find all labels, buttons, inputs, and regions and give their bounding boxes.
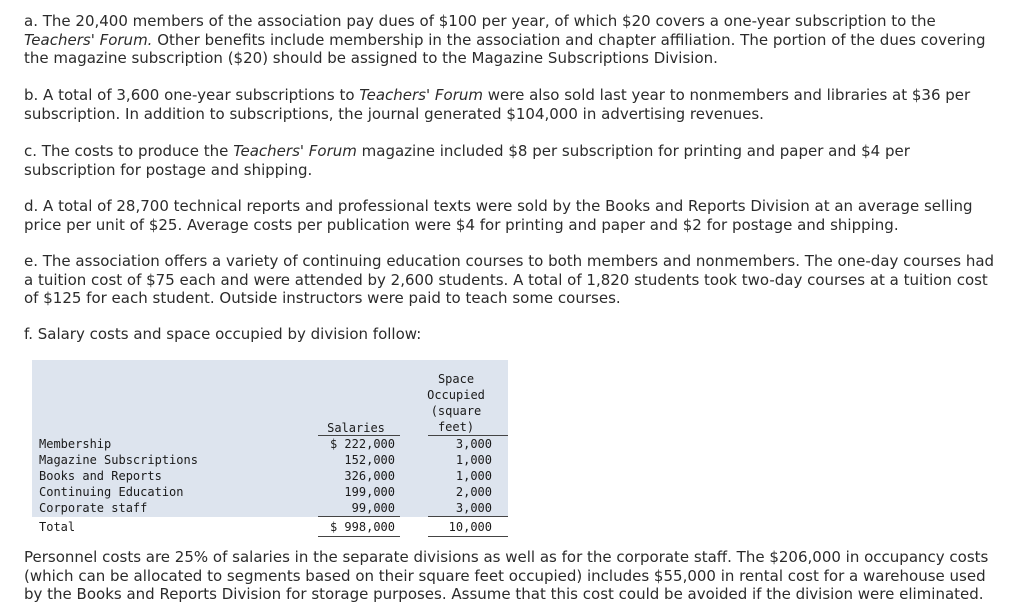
paragraph-a: a. The 20,400 members of the association pay dues of $100 per year, of which $20 covers a one-year subscription to the Teachers' Forum. Other benefits include membership in the association and chapter affiliation. The portion of the dues covering the magazine subscription ($20) should be assigned to the Magazine Subscriptions Division. xyxy=(24,12,986,67)
header-space-line: Occupied xyxy=(427,388,485,402)
header-space-occupied xyxy=(420,371,492,435)
total-salaries: $ 998,000 xyxy=(329,520,395,534)
paragraph-e: e. The association offers a variety of continuing education courses to both members and nonmembers. The one-day courses had a tuition cost of $75 each and were attended by 2,600 students. A total of 1,820 students took two-day courses at a tuition cost of $125 for each student. Outside instructors were paid to teach some courses. xyxy=(24,252,995,307)
row-salaries: 326,000 xyxy=(344,469,395,483)
row-label: Membership xyxy=(39,437,112,451)
paragraph-d: d. A total of 28,700 technical reports and professional texts were sold by the Books and Reports Division at an average selling price per unit of $25. Average costs per publication were $4 for printing and paper and $2 for postage and shipping. xyxy=(24,197,973,234)
row-label: Magazine Subscriptions xyxy=(39,453,198,467)
subtotal-rule-salaries xyxy=(318,516,400,517)
row-salaries: 199,000 xyxy=(344,485,395,499)
table-row xyxy=(32,452,508,468)
row-label: Corporate staff xyxy=(39,501,148,515)
paragraph-b: b. A total of 3,600 one-year subscriptions to Teachers' Forum were also sold last year to nonmembers and libraries at $36 per subscription. In addition to subscriptions, the journal generated $104,000 in advertising revenues. xyxy=(24,86,971,123)
table-row xyxy=(32,468,508,484)
row-salaries: $ 222,000 xyxy=(329,437,395,451)
header-space-line: (square xyxy=(430,404,482,418)
salary-space-table xyxy=(32,360,508,537)
table-row xyxy=(32,500,508,517)
header-space-line: Space xyxy=(437,372,475,386)
total-rule-salaries xyxy=(318,536,400,537)
subtotal-rule-space xyxy=(428,516,508,517)
total-space: 10,000 xyxy=(448,520,492,534)
header-salaries: Salaries xyxy=(327,421,385,435)
row-space: 2,000 xyxy=(455,485,492,499)
header-space-line: feet) xyxy=(437,420,475,434)
row-space: 1,000 xyxy=(455,453,492,467)
row-space: 3,000 xyxy=(455,437,492,451)
table-body xyxy=(32,436,508,537)
row-label: Continuing Education xyxy=(39,485,184,499)
table-header xyxy=(32,360,508,436)
row-salaries: 99,000 xyxy=(351,501,395,515)
total-label: Total xyxy=(39,520,76,534)
row-space: 1,000 xyxy=(455,469,492,483)
paragraph-c: c. The costs to produce the Teachers' Forum magazine included $8 per subscription for printing and paper and $4 per subscription for postage and shipping. xyxy=(24,142,910,179)
row-salaries: 152,000 xyxy=(344,453,395,467)
table-total-row xyxy=(32,519,508,537)
paragraph-personnel: Personnel costs are 25% of salaries in the separate divisions as well as for the corporate staff. The $206,000 in occupancy costs (which can be allocated to segments based on their square feet occupied) includes $55,000 in rental cost for a warehouse used by the Books and Reports Division for storage purposes. Assume that this cost could be avoided if the division were eliminated. xyxy=(24,548,989,603)
table-row xyxy=(32,484,508,500)
paragraph-f: f. Salary costs and space occupied by division follow: xyxy=(24,325,422,343)
total-rule-space xyxy=(428,536,508,537)
row-label: Books and Reports xyxy=(39,469,162,483)
row-space: 3,000 xyxy=(455,501,492,515)
table-row xyxy=(32,436,508,452)
